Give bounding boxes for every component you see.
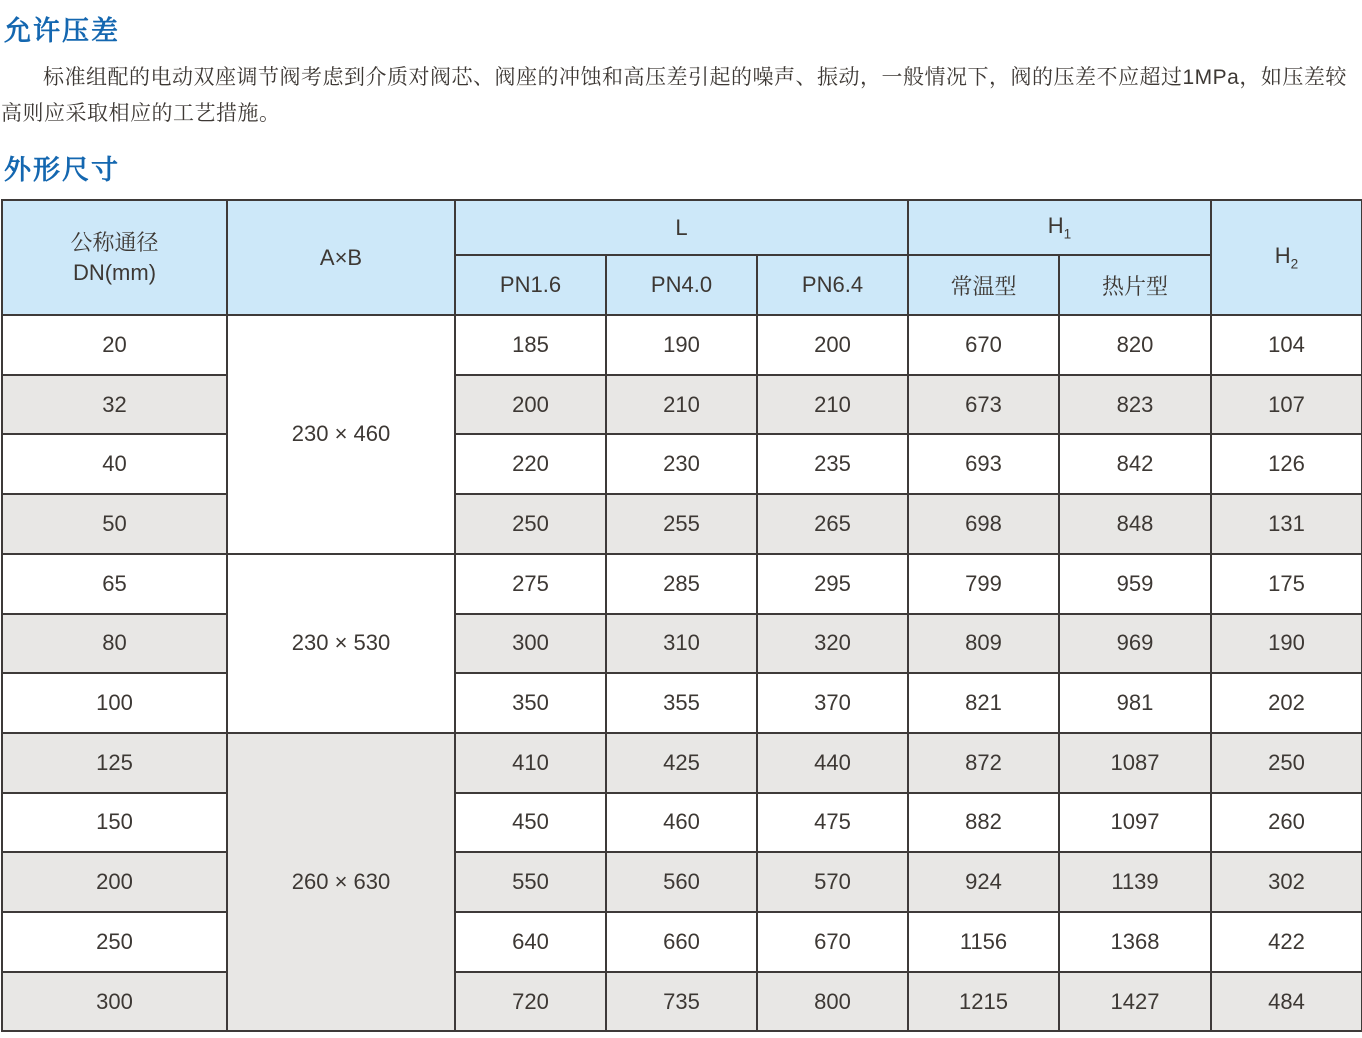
- cell-pn40: 355: [606, 673, 757, 733]
- col-header-dn: [2, 200, 227, 315]
- cell-h1-hot: 1368: [1059, 912, 1211, 972]
- col-header-pn64: PN6.4: [757, 255, 908, 315]
- cell-dn: 100: [2, 673, 227, 733]
- h1-subscript: 1: [1063, 226, 1072, 242]
- cell-pn40: 460: [606, 793, 757, 853]
- cell-pn64: 210: [757, 375, 908, 435]
- cell-dn: 250: [2, 912, 227, 972]
- cell-h2: 126: [1211, 434, 1362, 494]
- cell-pn16: 410: [455, 733, 606, 793]
- cell-pn16: 640: [455, 912, 606, 972]
- cell-h1-hot: 1097: [1059, 793, 1211, 853]
- cell-pn64: 200: [757, 315, 908, 375]
- cell-pn64: 320: [757, 614, 908, 674]
- cell-pn16: 250: [455, 494, 606, 554]
- cell-h1-hot: 848: [1059, 494, 1211, 554]
- cell-pn40: 660: [606, 912, 757, 972]
- cell-h1-hot: 823: [1059, 375, 1211, 435]
- cell-h1-hot: 1427: [1059, 972, 1211, 1032]
- cell-h2: 422: [1211, 912, 1362, 972]
- cell-h1-hot: 981: [1059, 673, 1211, 733]
- dn-label-line2: DN(mm): [72, 259, 157, 285]
- cell-h1-normal: 673: [908, 375, 1059, 435]
- cell-pn16: 720: [455, 972, 606, 1032]
- cell-h1-normal: 670: [908, 315, 1059, 375]
- cell-dn: 65: [2, 554, 227, 614]
- cell-h1-hot: 959: [1059, 554, 1211, 614]
- cell-h2: 302: [1211, 852, 1362, 912]
- cell-pn64: 670: [757, 912, 908, 972]
- cell-h2: 175: [1211, 554, 1362, 614]
- table-row-dn20: [2, 315, 1362, 375]
- col-header-pn16: PN1.6: [455, 255, 606, 315]
- cell-h2: 190: [1211, 614, 1362, 674]
- cell-pn40: 285: [606, 554, 757, 614]
- section-title-overall-dimensions: 外形尺寸: [4, 155, 120, 186]
- cell-h1-normal: 698: [908, 494, 1059, 554]
- cell-h1-hot: 820: [1059, 315, 1211, 375]
- cell-pn64: 800: [757, 972, 908, 1032]
- pressure-diff-paragraph: 标准组配的电动双座调节阀考虑到介质对阀芯、阀座的冲蚀和高压差引起的噪声、振动，一般情况下，阀的压差不应超过1MPa，如压差较高则应采取相应的工艺措施。: [1, 66, 1347, 126]
- table-row-dn65: [2, 554, 1362, 614]
- cell-h2: 202: [1211, 673, 1362, 733]
- cell-dn: 40: [2, 434, 227, 494]
- cell-h1-normal: 693: [908, 434, 1059, 494]
- table-row-dn40: [2, 434, 1362, 494]
- cell-pn64: 570: [757, 852, 908, 912]
- cell-h1-normal: 1215: [908, 972, 1059, 1032]
- dimensions-table-body: [2, 315, 1362, 1031]
- cell-axb-group3: 260 × 630: [227, 733, 455, 1031]
- table-row-dn150: [2, 793, 1362, 853]
- cell-h2: 107: [1211, 375, 1362, 435]
- cell-h1-normal: 821: [908, 673, 1059, 733]
- cell-pn64: 295: [757, 554, 908, 614]
- col-header-axb: A×B: [227, 200, 455, 315]
- cell-pn64: 235: [757, 434, 908, 494]
- table-row-dn80: [2, 614, 1362, 674]
- cell-axb-group2: 230 × 530: [227, 554, 455, 733]
- cell-h1-normal: 809: [908, 614, 1059, 674]
- cell-pn16: 450: [455, 793, 606, 853]
- cell-pn16: 220: [455, 434, 606, 494]
- dimensions-table-header: [2, 200, 1362, 315]
- cell-pn64: 440: [757, 733, 908, 793]
- cell-pn40: 190: [606, 315, 757, 375]
- cell-h1-normal: 872: [908, 733, 1059, 793]
- cell-dn: 20: [2, 315, 227, 375]
- table-row-dn250: [2, 912, 1362, 972]
- cell-h1-normal: 924: [908, 852, 1059, 912]
- section-title-allowed-pressure-diff: 允许压差: [4, 16, 120, 46]
- cell-pn16: 200: [455, 375, 606, 435]
- cell-pn64: 475: [757, 793, 908, 853]
- cell-dn: 125: [2, 733, 227, 793]
- cell-h1-normal: 1156: [908, 912, 1059, 972]
- col-header-H1: [908, 200, 1211, 255]
- col-header-L: L: [455, 200, 908, 255]
- cell-h2: 250: [1211, 733, 1362, 793]
- cell-pn16: 350: [455, 673, 606, 733]
- table-row-dn50: [2, 494, 1362, 554]
- col-header-H2: [1211, 200, 1362, 315]
- dimensions-table: [1, 199, 1362, 1032]
- cell-pn40: 735: [606, 972, 757, 1032]
- cell-pn16: 185: [455, 315, 606, 375]
- table-row-dn300: [2, 972, 1362, 1032]
- cell-dn: 150: [2, 793, 227, 853]
- cell-axb-group1: 230 × 460: [227, 315, 455, 554]
- table-row-dn125: [2, 733, 1362, 793]
- cell-pn40: 560: [606, 852, 757, 912]
- cell-dn: 80: [2, 614, 227, 674]
- col-header-hot-fin-type: 热片型: [1059, 255, 1211, 315]
- cell-h2: 484: [1211, 972, 1362, 1032]
- cell-dn: 50: [2, 494, 227, 554]
- h1-base: H: [1047, 213, 1064, 239]
- cell-dn: 200: [2, 852, 227, 912]
- header-row-groups: [2, 200, 1362, 255]
- cell-h1-hot: 842: [1059, 434, 1211, 494]
- table-row-dn200: [2, 852, 1362, 912]
- cell-pn40: 230: [606, 434, 757, 494]
- h2-base: H: [1274, 243, 1291, 269]
- cell-h2: 131: [1211, 494, 1362, 554]
- cell-pn16: 275: [455, 554, 606, 614]
- col-header-pn40: PN4.0: [606, 255, 757, 315]
- cell-pn64: 265: [757, 494, 908, 554]
- cell-pn16: 550: [455, 852, 606, 912]
- h2-subscript: 2: [1290, 256, 1299, 272]
- cell-pn40: 425: [606, 733, 757, 793]
- dn-label-line1: 公称通径: [70, 229, 159, 255]
- cell-pn40: 210: [606, 375, 757, 435]
- cell-h2: 104: [1211, 315, 1362, 375]
- cell-pn40: 310: [606, 614, 757, 674]
- cell-pn40: 255: [606, 494, 757, 554]
- cell-h2: 260: [1211, 793, 1362, 853]
- cell-h1-normal: 882: [908, 793, 1059, 853]
- cell-dn: 32: [2, 375, 227, 435]
- table-row-dn100: [2, 673, 1362, 733]
- cell-dn: 300: [2, 972, 227, 1032]
- cell-h1-normal: 799: [908, 554, 1059, 614]
- cell-h1-hot: 1087: [1059, 733, 1211, 793]
- cell-pn16: 300: [455, 614, 606, 674]
- cell-h1-hot: 1139: [1059, 852, 1211, 912]
- cell-h1-hot: 969: [1059, 614, 1211, 674]
- table-row-dn32: [2, 375, 1362, 435]
- col-header-normal-temp-type: 常温型: [908, 255, 1059, 315]
- cell-pn64: 370: [757, 673, 908, 733]
